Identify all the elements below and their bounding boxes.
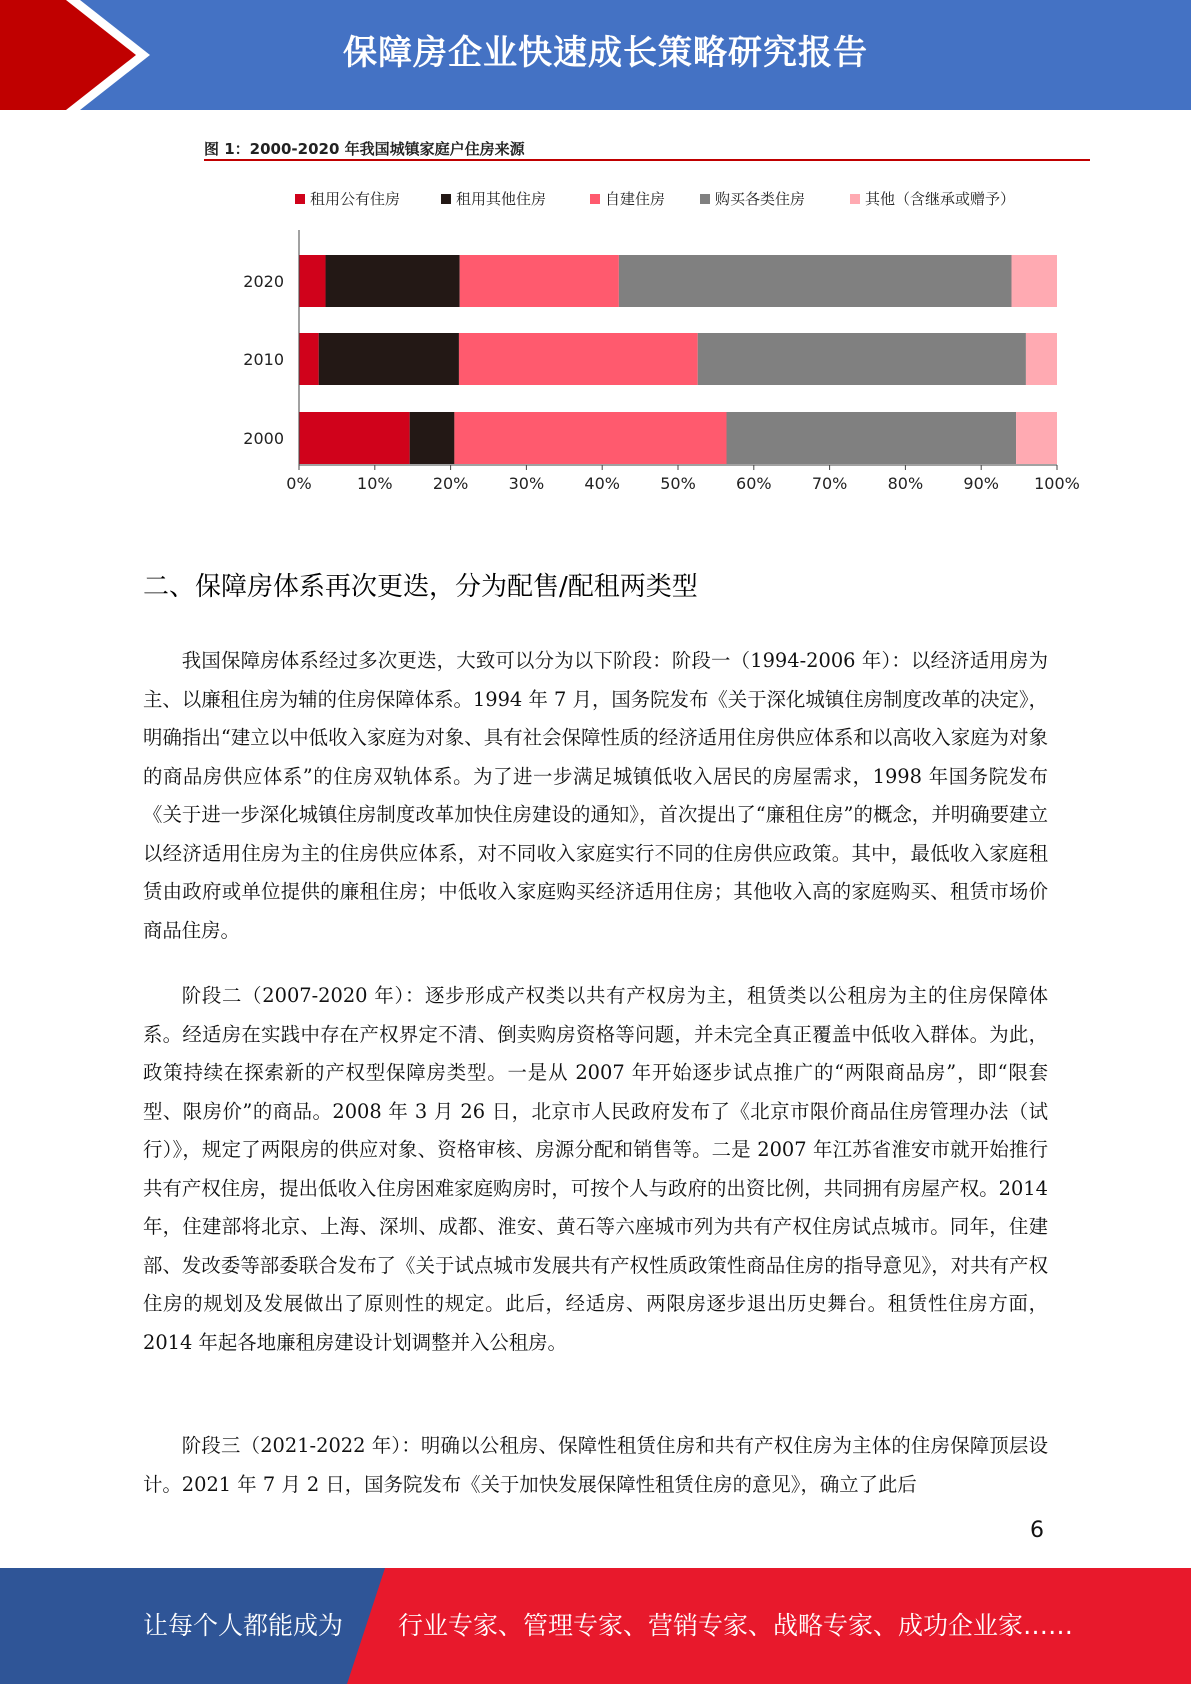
- legend-label: 购买各类住房: [715, 190, 806, 208]
- stacked-bar-chart: [200, 170, 1100, 510]
- legend-label: 租用其他住房: [456, 190, 547, 208]
- figure-title: 图 1：2000-2020 年我国城镇家庭户住房来源: [204, 140, 525, 158]
- legend-swatch: [295, 194, 305, 204]
- paragraph-stage-three: 阶段三（2021-2022 年）：明确以公租房、保障性租赁住房和共有产权住房为主体的住房保障顶层设计。2021 年 7 月 2 日，国务院发布《关于加快发展保障性租赁住房的意见》，确立了此后: [143, 1434, 1048, 1496]
- bar-segment: [459, 333, 698, 385]
- chart-legend: [295, 190, 1015, 208]
- bar-segment: [326, 255, 460, 307]
- footer-slogan-left: 让每个人都能成为: [143, 1611, 344, 1640]
- report-title: 保障房企业快速成长策略研究报告: [343, 33, 868, 73]
- legend-swatch: [700, 194, 710, 204]
- footer-slogan-right: 行业专家、管理专家、营销专家、战略专家、成功企业家……: [398, 1611, 1074, 1640]
- legend-swatch: [441, 194, 451, 204]
- x-tick-label: 30%: [508, 474, 545, 493]
- x-tick-label: 60%: [736, 474, 772, 493]
- x-tick-label: 40%: [584, 474, 620, 493]
- legend-label: 租用公有住房: [310, 190, 401, 208]
- page-number: 6: [1030, 1518, 1044, 1543]
- paragraph-stage-one: 我国保障房体系经过多次更迭，大致可以分为以下阶段：阶段一（1994-2006 年）：以经济适用房为主、以廉租住房为辅的住房保障体系。1994 年 7 月，国务院发布《关于深化城镇住房制度改革的决定》，明确指出“建立以中低收入家庭为对象、具有社会保障性质的经济适用住房供应体系和以高收入家庭为对象的商品房供应体系”的住房双轨体系。为了进一步满足城镇低收入居民的房屋需求，1998 年国务院发布《关于进一步深化城镇住房制度改革加快住房建设的通知》，首次提出了“廉租住房”的概念，并明确要建立以经济适用住房为主的住房供应体系，对不同收入家庭实行不同的住房供应政策。其中，最低收入家庭租赁由政府或单位提供的廉租住房；中低收入家庭购买经济适用住房；其他收入高的家庭购买、租赁市场价商品住房。: [143, 649, 1048, 942]
- page-footer: [0, 1568, 1191, 1684]
- bar-segment: [454, 412, 726, 464]
- x-tick-label: 50%: [660, 474, 696, 493]
- bar-segment: [299, 255, 326, 307]
- figure-title-rule: [204, 159, 1090, 161]
- x-tick-label: 80%: [887, 474, 924, 493]
- legend-label: 自建住房: [605, 190, 666, 208]
- x-tick-label: 10%: [357, 474, 393, 493]
- page-header: [0, 0, 1191, 110]
- paragraph-stage-two: 阶段二（2007-2020 年）：逐步形成产权类以共有产权房为主，租赁类以公租房为主的住房保障体系。经适房在实践中存在产权界定不清、倒卖购房资格等问题，并未完全真正覆盖中低收入群体。为此，政策持续在探索新的产权型保障房类型。一是从 2007 年开始逐步试点推广的“两限商品房”，即“限套型、限房价”的商品。2008 年 3 月 26 日，北京市人民政府发布了《北京市限价商品住房管理办法（试行）》，规定了两限房的供应对象、资格审核、房源分配和销售等。二是 2007 年江苏省淮安市就开始推行共有产权住房，提出低收入住房困难家庭购房时，可按个人与政府的出资比例，共同拥有房屋产权。2014 年，住建部将北京、上海、深圳、成都、淮安、黄石等六座城市列为共有产权住房试点城市。同年，住建部、发改委等部委联合发布了《关于试点城市发展共有产权性质政策性商品住房的指导意见》，对共有产权住房的规划及发展做出了原则性的规定。此后，经适房、两限房逐步退出历史舞台。租赁性住房方面，2014 年起各地廉租房建设计划调整并入公租房。: [143, 984, 1048, 1354]
- legend-swatch: [590, 194, 600, 204]
- bar-segment: [460, 255, 619, 307]
- bar-segment: [619, 255, 1012, 307]
- x-tick-label: 0%: [286, 474, 312, 493]
- x-tick-label: 100%: [1034, 474, 1080, 493]
- bar-segment: [1016, 412, 1057, 464]
- bar-segment: [410, 412, 455, 464]
- category-label: 2000: [243, 429, 284, 448]
- x-tick-label: 90%: [963, 474, 999, 493]
- bar-segment: [299, 333, 319, 385]
- bar-segment: [319, 333, 459, 385]
- chart-bars: [243, 255, 1057, 464]
- category-label: 2020: [243, 272, 284, 291]
- bar-segment: [1012, 255, 1057, 307]
- category-label: 2010: [243, 350, 284, 369]
- bar-segment: [698, 333, 1026, 385]
- bar-segment: [1026, 333, 1057, 385]
- legend-swatch: [850, 194, 860, 204]
- bar-segment: [727, 412, 1017, 464]
- x-tick-label: 20%: [432, 474, 469, 493]
- x-tick-label: 70%: [811, 474, 848, 493]
- legend-label: 其他（含继承或赠予）: [865, 190, 1016, 208]
- bar-segment: [299, 412, 410, 464]
- section-heading: 二、保障房体系再次更迭，分为配售/配租两类型: [143, 572, 698, 602]
